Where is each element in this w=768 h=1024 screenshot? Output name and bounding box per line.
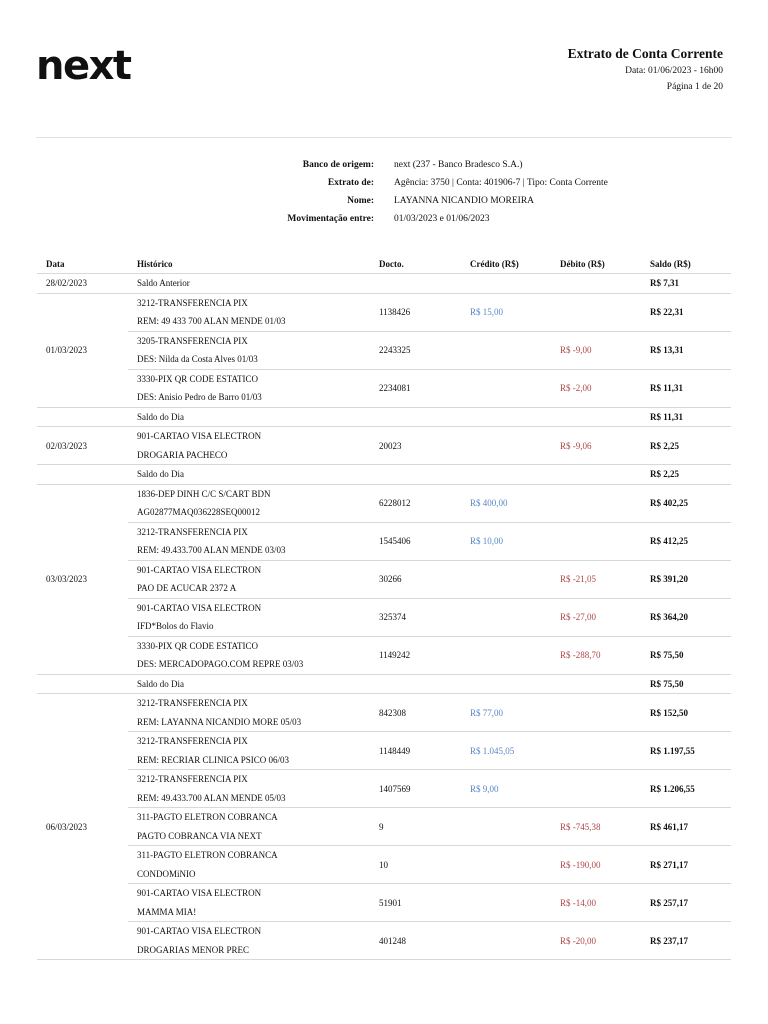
history-line: Saldo do Dia <box>137 678 184 689</box>
history-line: 311-PAGTO ELETRON COBRANCA <box>137 850 278 860</box>
history-cell <box>128 407 370 427</box>
credit-cell <box>461 369 551 407</box>
history-cell <box>128 884 370 922</box>
debit-cell: R$ -190,00 <box>551 846 641 884</box>
credit-cell: R$ 1.045,05 <box>461 732 551 770</box>
info-value: Agência: 3750 | Conta: 401906-7 | Tipo: Conta Corrente <box>394 178 608 188</box>
info-label: Nome: <box>347 196 374 206</box>
history-line: 901-CARTAO VISA ELECTRON <box>137 602 262 613</box>
credit-cell <box>461 846 551 884</box>
document-cell <box>370 465 461 485</box>
credit-cell <box>461 407 551 427</box>
history-line: REM: LAYANNA NICANDIO MORE 05/03 <box>137 716 302 727</box>
table-row <box>37 369 731 407</box>
balance-cell: R$ 11,31 <box>641 369 731 407</box>
balance-cell: R$ 237,17 <box>641 922 731 960</box>
date-cell <box>37 674 128 694</box>
debit-cell <box>551 732 641 770</box>
balance-cell: R$ 7,31 <box>641 274 731 294</box>
balance-cell: R$ 2,25 <box>641 427 731 465</box>
date-cell <box>37 465 128 485</box>
credit-cell <box>461 884 551 922</box>
debit-cell: R$ -14,00 <box>551 884 641 922</box>
debit-cell <box>551 484 641 522</box>
balance-cell: R$ 412,25 <box>641 522 731 560</box>
table-row <box>37 694 731 732</box>
history-line: 3212-TRANSFERENCIA PIX <box>137 736 248 746</box>
statement-header <box>568 46 723 94</box>
document-cell: 1148449 <box>370 732 461 770</box>
history-line: IFD*Bolos do Flavio <box>137 621 214 631</box>
balance-cell: R$ 75,50 <box>641 674 731 694</box>
date-cell <box>37 407 128 427</box>
document-cell <box>370 674 461 694</box>
document-cell: 325374 <box>370 598 461 636</box>
balance-cell: R$ 391,20 <box>641 560 731 598</box>
history-line: REM: 49.433.700 ALAN MENDE 05/03 <box>137 792 286 803</box>
debit-cell: R$ -27,00 <box>551 598 641 636</box>
debit-cell <box>551 770 641 808</box>
table-row <box>37 274 731 294</box>
document-cell: 9 <box>370 808 461 846</box>
document-cell: 401248 <box>370 922 461 960</box>
table-row <box>37 884 731 922</box>
history-line: 3212-TRANSFERENCIA PIX <box>137 526 248 537</box>
document-cell: 2234081 <box>370 369 461 407</box>
balance-cell: R$ 13,31 <box>641 331 731 369</box>
history-cell <box>128 369 370 407</box>
document-cell <box>370 274 461 294</box>
table-row <box>37 465 731 485</box>
header-divider <box>36 137 732 138</box>
transactions-table <box>37 255 731 960</box>
history-line: DROGARIA PACHECO <box>137 449 228 460</box>
debit-cell <box>551 522 641 560</box>
table-row <box>37 846 731 884</box>
history-line: REM: RECRIAR CLINICA PSICO 06/03 <box>137 754 290 765</box>
balance-cell: R$ 11,31 <box>641 407 731 427</box>
table-row <box>37 808 731 846</box>
info-value: LAYANNA NICANDIO MOREIRA <box>394 196 535 206</box>
history-line: DES: MERCADOPAGO.COM REPRE 03/03 <box>137 659 304 669</box>
debit-cell: R$ -2,00 <box>551 369 641 407</box>
debit-cell <box>551 694 641 732</box>
credit-cell: R$ 400,00 <box>461 484 551 522</box>
balance-cell: R$ 257,17 <box>641 884 731 922</box>
document-cell: 1138426 <box>370 293 461 331</box>
page-indicator: Página 1 de 20 <box>666 82 723 92</box>
next-logo: next <box>36 43 131 89</box>
credit-cell <box>461 674 551 694</box>
history-cell <box>128 922 370 960</box>
document-cell: 2243325 <box>370 331 461 369</box>
info-label: Extrato de: <box>327 178 374 188</box>
table-row <box>37 560 731 598</box>
info-row-account <box>0 178 768 196</box>
balance-cell: R$ 1.206,55 <box>641 770 731 808</box>
debit-cell <box>551 465 641 485</box>
column-header-credit: Crédito (R$) <box>461 255 551 274</box>
history-line: 901-CARTAO VISA ELECTRON <box>137 564 262 575</box>
history-line: 3330-PIX QR CODE ESTATICO <box>137 373 259 384</box>
history-cell <box>128 427 370 465</box>
transactions-body <box>37 274 731 960</box>
date-cell: 01/03/2023 <box>37 293 128 407</box>
debit-cell: R$ -288,70 <box>551 636 641 674</box>
balance-cell: R$ 75,50 <box>641 636 731 674</box>
history-cell <box>128 274 370 294</box>
table-row <box>37 522 731 560</box>
balance-cell: R$ 152,50 <box>641 694 731 732</box>
debit-cell: R$ -9,06 <box>551 427 641 465</box>
document-cell: 842308 <box>370 694 461 732</box>
history-line: DROGARIAS MENOR PREC <box>137 944 250 955</box>
balance-cell: R$ 22,31 <box>641 293 731 331</box>
table-row <box>37 636 731 674</box>
credit-cell: R$ 9,00 <box>461 770 551 808</box>
date-cell: 28/02/2023 <box>37 274 128 294</box>
history-line: 3330-PIX QR CODE ESTATICO <box>137 640 259 651</box>
balance-cell: R$ 461,17 <box>641 808 731 846</box>
debit-cell <box>551 674 641 694</box>
column-header-balance: Saldo (R$) <box>641 255 731 274</box>
credit-cell: R$ 15,00 <box>461 293 551 331</box>
credit-cell: R$ 10,00 <box>461 522 551 560</box>
debit-cell <box>551 274 641 294</box>
history-cell <box>128 331 370 369</box>
credit-cell <box>461 636 551 674</box>
credit-cell <box>461 427 551 465</box>
history-cell <box>128 636 370 674</box>
history-cell <box>128 560 370 598</box>
document-cell <box>370 407 461 427</box>
history-cell <box>128 522 370 560</box>
history-cell <box>128 808 370 846</box>
date-cell: 02/03/2023 <box>37 427 128 465</box>
credit-cell <box>461 598 551 636</box>
info-row-period <box>0 214 768 232</box>
document-cell: 1407569 <box>370 770 461 808</box>
history-line: REM: 49 433 700 ALAN MENDE 01/03 <box>137 316 286 326</box>
history-line: DES: Nilda da Costa Alves 01/03 <box>137 354 258 364</box>
info-row-name <box>0 196 768 214</box>
info-value: 01/03/2023 e 01/06/2023 <box>394 214 490 224</box>
history-line: PAGTO COBRANCA VIA NEXT <box>137 830 262 841</box>
credit-cell <box>461 465 551 485</box>
debit-cell <box>551 293 641 331</box>
history-line: 3205-TRANSFERENCIA PIX <box>137 335 248 346</box>
document-cell: 51901 <box>370 884 461 922</box>
debit-cell: R$ -21,05 <box>551 560 641 598</box>
history-line: PAO DE ACUCAR 2372 A <box>137 583 237 593</box>
history-line: 3212-TRANSFERENCIA PIX <box>137 774 248 784</box>
table-row <box>37 484 731 522</box>
history-line: 901-CARTAO VISA ELECTRON <box>137 431 262 441</box>
column-header-date: Data <box>37 255 128 274</box>
table-row <box>37 427 731 465</box>
table-row <box>37 732 731 770</box>
history-line: MAMMA MIA! <box>137 906 197 917</box>
table-row <box>37 674 731 694</box>
column-header-debit: Débito (R$) <box>551 255 641 274</box>
credit-cell <box>461 922 551 960</box>
credit-cell <box>461 331 551 369</box>
balance-cell: R$ 2,25 <box>641 465 731 485</box>
info-row-bank <box>0 160 768 178</box>
document-cell: 1545406 <box>370 522 461 560</box>
history-line: CONDOMiNIO <box>137 868 196 879</box>
column-header-document: Docto. <box>370 255 461 274</box>
table-row <box>37 598 731 636</box>
info-label: Movimentação entre: <box>287 214 374 224</box>
history-line: 3212-TRANSFERENCIA PIX <box>137 297 248 308</box>
history-line: DES: Anisio Pedro de Barro 01/03 <box>137 392 262 402</box>
table-row <box>37 331 731 369</box>
debit-cell: R$ -745,38 <box>551 808 641 846</box>
statement-date: Data: 01/06/2023 - 16h00 <box>625 66 723 76</box>
balance-cell: R$ 271,17 <box>641 846 731 884</box>
statement-title: Extrato de Conta Corrente <box>567 46 723 61</box>
date-cell: 03/03/2023 <box>37 484 128 674</box>
history-cell <box>128 732 370 770</box>
credit-cell <box>461 274 551 294</box>
history-cell <box>128 293 370 331</box>
date-cell: 06/03/2023 <box>37 694 128 960</box>
history-line: Saldo do Dia <box>137 411 184 422</box>
balance-cell: R$ 402,25 <box>641 484 731 522</box>
history-cell <box>128 465 370 485</box>
info-value: next (237 - Banco Bradesco S.A.) <box>394 160 523 170</box>
table-row <box>37 293 731 331</box>
history-line: Saldo do Dia <box>137 469 184 479</box>
document-cell: 20023 <box>370 427 461 465</box>
table-header-row <box>37 255 731 274</box>
balance-cell: R$ 364,20 <box>641 598 731 636</box>
history-cell <box>128 694 370 732</box>
info-label: Banco de origem: <box>302 160 374 170</box>
history-cell <box>128 674 370 694</box>
document-cell: 6228012 <box>370 484 461 522</box>
table-row <box>37 922 731 960</box>
credit-cell <box>461 808 551 846</box>
balance-cell: R$ 1.197,55 <box>641 732 731 770</box>
history-cell <box>128 598 370 636</box>
debit-cell: R$ -9,00 <box>551 331 641 369</box>
table-row <box>37 770 731 808</box>
credit-cell: R$ 77,00 <box>461 694 551 732</box>
table-row <box>37 407 731 427</box>
history-line: Saldo Anterior <box>137 278 190 288</box>
debit-cell <box>551 407 641 427</box>
history-line: 901-CARTAO VISA ELECTRON <box>137 888 262 898</box>
history-line: 901-CARTAO VISA ELECTRON <box>137 926 262 936</box>
debit-cell: R$ -20,00 <box>551 922 641 960</box>
history-line: AG02877MAQ036228SEQ00012 <box>137 507 261 517</box>
history-line: 1836-DEP DINH C/C S/CART BDN <box>137 488 271 499</box>
document-cell: 10 <box>370 846 461 884</box>
history-cell <box>128 846 370 884</box>
document-cell: 1149242 <box>370 636 461 674</box>
history-line: REM: 49.433.700 ALAN MENDE 03/03 <box>137 545 286 555</box>
history-line: 3212-TRANSFERENCIA PIX <box>137 698 248 708</box>
credit-cell <box>461 560 551 598</box>
column-header-history: Histórico <box>128 255 370 274</box>
history-cell <box>128 770 370 808</box>
history-line: 311-PAGTO ELETRON COBRANCA <box>137 812 278 822</box>
history-cell <box>128 484 370 522</box>
document-cell: 30266 <box>370 560 461 598</box>
